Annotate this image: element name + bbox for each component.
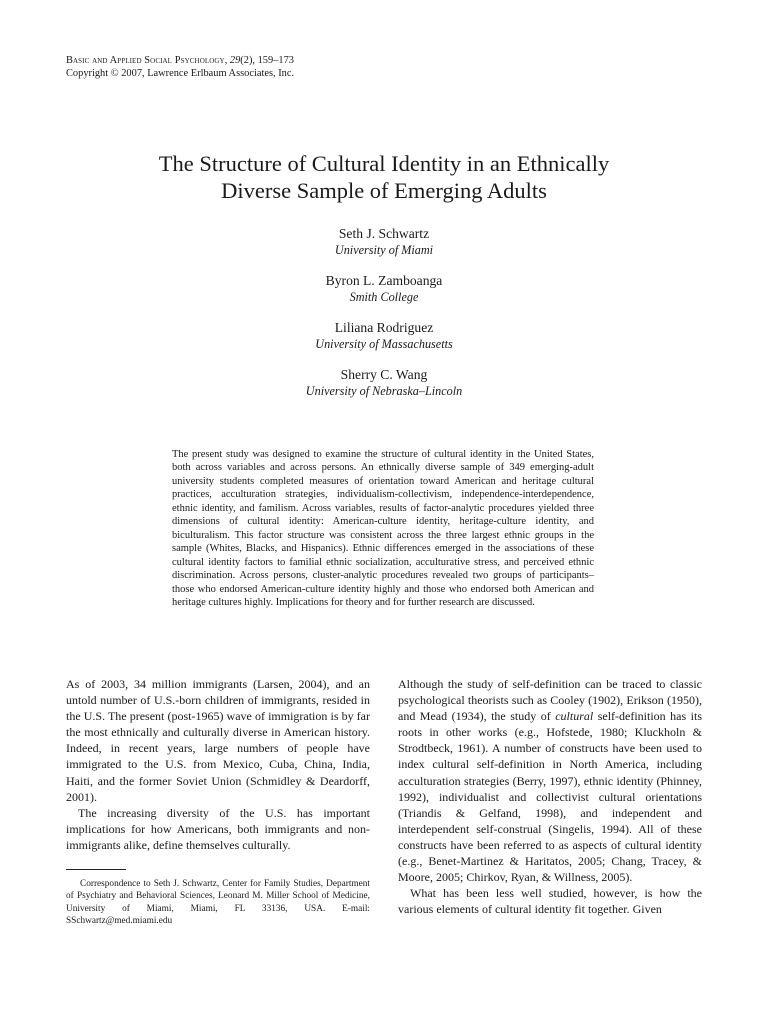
author-affiliation: University of Miami: [334, 243, 434, 257]
author-affiliation: Smith College: [349, 290, 419, 304]
author-block: [134, 272, 634, 305]
journal-issue-pages: (2), 159–173: [240, 55, 294, 66]
author-name: Liliana Rodriguez: [334, 320, 434, 335]
footnote-divider: [66, 869, 126, 870]
journal-title: Basic and Applied Social Psychology: [66, 55, 225, 66]
journal-volume: 29: [229, 55, 241, 66]
body-column-left: [66, 676, 370, 853]
article-title: The Structure of Cultural Identity in an Ethnically Diverse Sample of Emerging Adults: [158, 151, 610, 203]
abstract: [172, 448, 594, 609]
body-paragraph: Although the study of self-definition can be traced to classic psychological theorists such as Cooley (1902), Erikson (1950), and Mead (1934), the study of cultural self-definition has its roots in other works (e.g., Hofstede, 1980; Kluckholn & Strodtbeck, 1961). A number of constructs have been used to index cultural self-definition in North America, including acculturation strategies (Berry, 1997), ethnic identity (Phinney, 1992), individualist and collectivist cultural orientations (Triandis & Gelfand, 1998), and independent and interdependent self-construal (Singelis, 1994). All of these constructs have been referred to as aspects of cultural identity (e.g., Benet-Martinez & Haritatos, 2005; Chang, Tracey, & Moore, 2005; Chirkov, Ryan, & Willness, 2005).: [398, 677, 702, 885]
abstract-text: The present study was designed to examine the structure of cultural identity in the United States, both across variables and across persons. An ethnically diverse sample of 349 emerging-adult university students completed measures of orientation toward American and heritage cultural practices, acculturation strategies, individualism-collectivism, independence-interdependence, ethnic identity, and familism. Across variables, results of factor-analytic procedures yielded three dimensions of cultural identity: American-culture identity, heritage-culture identity, and biculturalism. This factor structure was consistent across the three largest ethnic groups in the sample (Whites, Blacks, and Hispanics). Ethnic differences emerged in the associations of these cultural identity factors to familial ethnic socialization, acculturative stress, and perceived ethnic discrimination. Across persons, cluster-analytic procedures revealed two groups of participants–those who endorsed American-culture identity highly and those who endorsed both American and heritage cultures highly. Implications for theory and for further research are discussed.: [172, 449, 594, 608]
author-name: Byron L. Zamboanga: [325, 273, 443, 288]
author-block: [134, 225, 634, 258]
body-column-right: [398, 676, 702, 917]
author-affiliation: University of Nebraska–Lincoln: [305, 384, 463, 398]
journal-citation: Basic and Applied Social Psychology, 29(2), 159–173: [66, 55, 294, 66]
author-block: [134, 366, 634, 399]
body-paragraph: The increasing diversity of the U.S. has important implications for how Americans, both immigrants and non-immigrants alike, define themselves culturally.: [66, 805, 370, 852]
body-paragraph: As of 2003, 34 million immigrants (Larsen, 2004), and an untold number of U.S.-born children of immigrants, resided in the U.S. The present (post-1965) wave of immigration is by far the most ethnically and culturally diverse in American history. Indeed, in recent years, large numbers of people have immigrated to the U.S. from Mexico, Cuba, China, India, Haiti, and the former Soviet Union (Schmidley & Deardorff, 2001).: [66, 677, 370, 804]
author-name: Sherry C. Wang: [340, 367, 428, 382]
author-list: [134, 225, 634, 413]
copyright-line: Copyright © 2007, Lawrence Erlbaum Associates, Inc.: [66, 68, 295, 79]
author-block: [134, 319, 634, 352]
correspondence-footnote: Correspondence to Seth J. Schwartz, Center for Family Studies, Department of Psychiatry and Behavioral Sciences, Leonard M. Miller School of Medicine, University of Miami, Miami, FL 33136, USA. E-mail: SSchwartz@med.miami.edu: [66, 879, 370, 927]
journal-header: [66, 54, 294, 80]
author-affiliation: University of Massachusetts: [315, 337, 453, 351]
author-name: Seth J. Schwartz: [338, 226, 430, 241]
body-paragraph: What has been less well studied, however, is how the various elements of cultural identity fit together. Given: [398, 886, 702, 917]
